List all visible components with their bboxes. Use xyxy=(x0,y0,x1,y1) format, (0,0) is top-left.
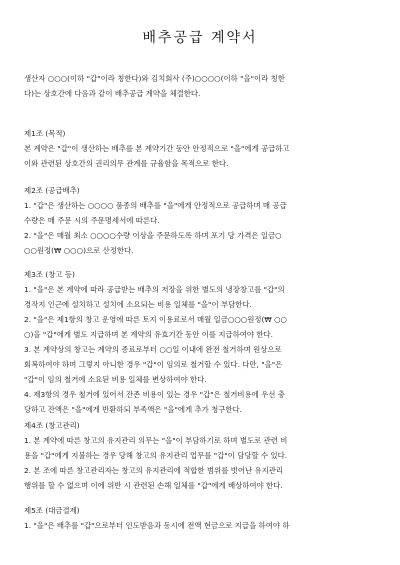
article-line: 경작지 인근에 설치하고 설치에 소요되는 비용 일체를 "을"이 부담한다. xyxy=(24,300,252,309)
article-line: 1. "을"은 배추를 "갑"으로부터 인도받음과 동시에 전액 현금으로 지급을 하여야 하 xyxy=(24,521,290,530)
article-line: ○)을 "갑"에게 별도 지급하며 본 계약의 유효기간 동안 이를 지급하여야 한다. xyxy=(24,330,274,339)
intro-line: 다)는 상호간에 다음과 같이 배추공급 계약을 체결한다. xyxy=(24,89,201,98)
article-line: 3. 본 계약상의 창고는 계약의 종료로부터 ○○일 이내에 완전 철거하며 원상으로 xyxy=(24,345,282,354)
article-heading: 제1조 (목적) xyxy=(24,129,66,138)
article-4 xyxy=(24,418,384,493)
intro-paragraph xyxy=(24,71,384,101)
intro-line: 생산자 ○○○(이하 "갑"이라 칭한다)와 김치회사 (주)○○○○(이하 "을"이라 칭한 xyxy=(24,74,285,83)
document-title: 배추공급 계약서 xyxy=(142,30,258,46)
article-line: 행위를 할 수 없으며 이에 위반 시 관련된 손해 일체를 "갑"에게 배상하여야 한다. xyxy=(24,481,283,490)
article-5 xyxy=(24,503,384,533)
article-line: 1. "갑"은 생산하는 ○○○○ 품종의 배추를 "을"에게 안정적으로 공급하며 매 공급 xyxy=(24,201,287,210)
article-3 xyxy=(24,267,384,417)
article-line: 2. "을"은 제1항의 창고 운영에 따른 토지 이용료로서 매월 일금○○○원정(₩ ○○ xyxy=(24,315,287,324)
article-line: 2. "을"은 매월 최소 ○○○○수량 이상을 주문하도록 하며 포기 당 가격은 일금○ xyxy=(24,231,282,240)
article-line: 당하고 잔액은 "을"에게 반환하되 부족액은 "을"에게 추가 청구한다. xyxy=(24,405,243,414)
article-line: 1. 본 계약에 따른 창고의 유지관리 의무는 "을"이 부담하기로 하며 별도로 관련 비 xyxy=(24,436,288,445)
article-line: "갑"이 임의 철거에 소요된 비용 일체를 변상하여야 한다. xyxy=(24,375,207,384)
article-line: 용을 "갑"에게 지불하는 경우 당해 창고의 유지관리 업무를 "갑"이 담당할 수 있다. xyxy=(24,451,288,460)
article-line: 1. "을"은 본 계약에 따라 공급받는 배추의 저장을 위한 별도의 냉장창고를 "갑"의 xyxy=(24,285,285,294)
article-line: 이와 관련된 상호간의 권리의무 관계를 규율함을 목적으로 한다. xyxy=(24,159,229,168)
article-line: 4. 제3항의 경우 철거에 있어서 잔존 비용이 있는 경우 "갑"은 철거비용에 우선 충 xyxy=(24,390,285,399)
article-heading: 제3조 (창고 등) xyxy=(24,270,75,279)
article-line: 2. 본 조에 따른 창고관리자는 창고의 유지관리에 적합한 범위를 벗어난 유지관리 xyxy=(24,466,284,475)
article-heading: 제4조 (창고관리) xyxy=(24,421,80,430)
article-line: ○○원정(₩ ○○○)으로 산정한다. xyxy=(24,246,134,255)
article-2 xyxy=(24,183,384,258)
article-heading: 제5조 (대금결제) xyxy=(24,506,80,515)
article-line: 수량은 매 주문 시의 주문명세서에 따른다. xyxy=(24,216,160,225)
article-1 xyxy=(24,126,384,171)
article-line: 회복하여야 하며 그렇지 아니한 경우 "갑"이 임의로 철거할 수 있다. 다만, "을"은 xyxy=(24,360,283,369)
article-heading: 제2조 (공급배추) xyxy=(24,186,80,195)
article-line: 본 계약은 "갑"이 생산하는 배추를 본 계약기간 동안 안정적으로 "을"에게 공급하고 xyxy=(24,144,290,153)
